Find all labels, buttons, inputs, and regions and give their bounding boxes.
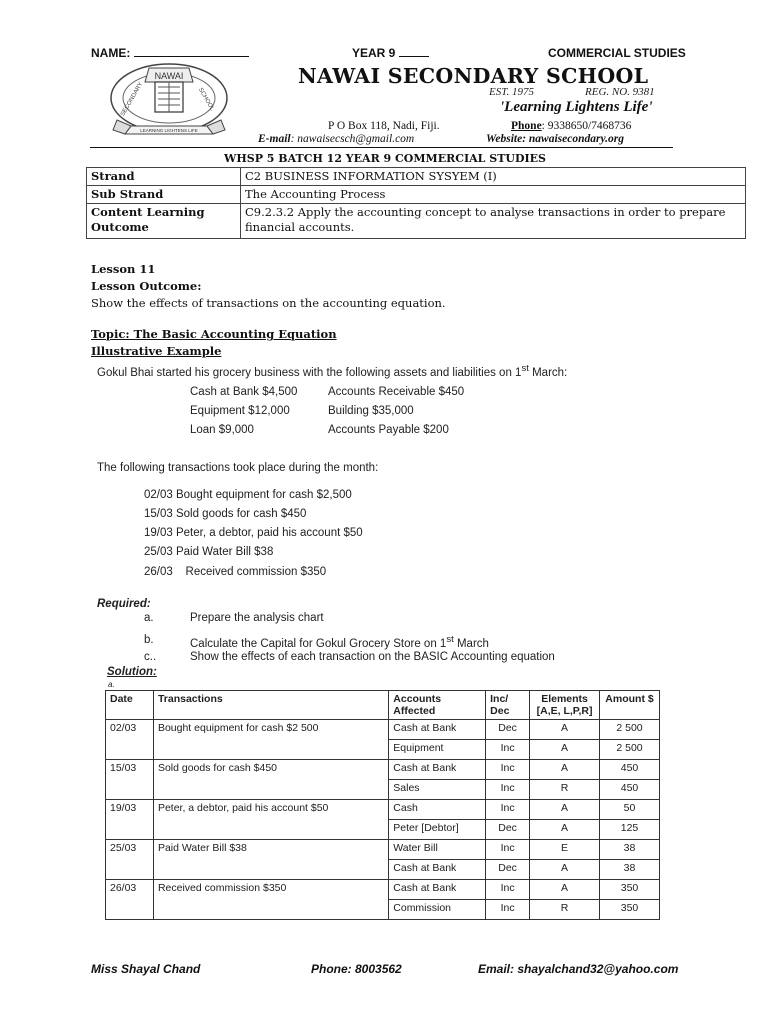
header-divider — [90, 147, 673, 148]
required-label: Required: — [97, 598, 151, 610]
inc-dec-cell: Inc — [486, 900, 530, 920]
transaction-cell: Received commission $350 — [153, 880, 388, 900]
email-address: : nawaisecsch@gmail.com — [290, 133, 415, 145]
element-cell: A — [530, 720, 600, 740]
lesson-number: Lesson 11 — [91, 262, 156, 276]
year-field — [352, 46, 429, 60]
amount-cell: 350 — [600, 880, 660, 900]
table-row — [106, 880, 660, 900]
account-affected-cell: Cash at Bank — [389, 720, 486, 740]
school-name: NAWAI SECONDARY SCHOOL — [298, 64, 649, 88]
date-cell: 02/03 — [106, 720, 154, 740]
table-header-row — [106, 691, 660, 720]
inc-dec-cell: Inc — [486, 800, 530, 820]
required-item: Prepare the analysis chart — [190, 612, 324, 624]
account-affected-cell: Cash at Bank — [389, 760, 486, 780]
transaction-cell: Paid Water Bill $38 — [153, 840, 388, 860]
table-row — [106, 820, 660, 840]
svg-text:NAWAI: NAWAI — [154, 71, 184, 81]
lesson-outcome-label: Lesson Outcome: — [91, 279, 202, 293]
inc-dec-cell: Dec — [486, 860, 530, 880]
date-cell — [106, 860, 154, 880]
date-cell: 25/03 — [106, 840, 154, 860]
element-cell: A — [530, 820, 600, 840]
year-label: YEAR 9 — [352, 46, 396, 60]
registration-number: REG. NO. 9381 — [585, 86, 655, 98]
element-cell: E — [530, 840, 600, 860]
transaction-cell — [153, 780, 388, 800]
strand-key: Strand — [87, 168, 241, 186]
website-url: nawaisecondary.org — [528, 133, 625, 145]
table-row — [106, 860, 660, 880]
column-header-elements: Elements [A,E, L,P,R] — [530, 691, 600, 720]
element-cell: A — [530, 880, 600, 900]
account-affected-cell: Cash at Bank — [389, 860, 486, 880]
svg-text:SECONDARY: SECONDARY — [120, 81, 145, 118]
balance-item: Equipment $12,000 — [190, 405, 290, 417]
transaction-item: 02/03 Bought equipment for cash $2,500 — [144, 489, 352, 501]
date-cell: 19/03 — [106, 800, 154, 820]
account-affected-cell: Peter [Debtor] — [389, 820, 486, 840]
column-header-date: Date — [106, 691, 154, 720]
curriculum-info-table — [86, 167, 746, 239]
svg-text:SCHOOL: SCHOOL — [196, 87, 215, 112]
year-blank — [399, 46, 429, 57]
date-cell: 15/03 — [106, 760, 154, 780]
date-cell — [106, 780, 154, 800]
solution-sub-label: a. — [108, 680, 115, 689]
example-intro-end: March: — [528, 366, 568, 379]
inc-dec-cell: Inc — [486, 740, 530, 760]
required-item-text: Calculate the Capital for Gokul Grocery Store on 1 — [190, 637, 447, 650]
school-motto: 'Learning Lightens Life' — [500, 99, 653, 115]
inc-dec-cell: Inc — [486, 780, 530, 800]
name-label: NAME: — [91, 46, 131, 60]
subject-label: COMMERCIAL STUDIES — [548, 46, 686, 60]
required-letter: a. — [144, 612, 154, 624]
element-cell: R — [530, 780, 600, 800]
phone-number: : 9338650/7468736 — [541, 120, 632, 132]
document-title: WHSP 5 BATCH 12 YEAR 9 COMMERCIAL STUDIES — [224, 152, 546, 165]
sub-strand-value: The Accounting Process — [241, 186, 746, 204]
table-row — [106, 800, 660, 820]
amount-cell: 450 — [600, 760, 660, 780]
inc-dec-cell: Inc — [486, 760, 530, 780]
amount-cell: 38 — [600, 840, 660, 860]
inc-dec-cell: Dec — [486, 820, 530, 840]
example-intro-text: Gokul Bhai started his grocery business with the following assets and liabilities on 1 — [97, 366, 522, 379]
account-affected-cell: Cash at Bank — [389, 880, 486, 900]
table-row — [87, 186, 746, 204]
svg-text:LEARNING LIGHTENS LIFE: LEARNING LIGHTENS LIFE — [140, 128, 198, 133]
amount-cell: 450 — [600, 780, 660, 800]
table-row — [106, 740, 660, 760]
analysis-chart-table — [105, 690, 660, 920]
required-item — [190, 634, 489, 650]
transaction-item: 15/03 Sold goods for cash $450 — [144, 508, 307, 520]
amount-cell: 2 500 — [600, 740, 660, 760]
table-row — [106, 760, 660, 780]
table-row — [106, 720, 660, 740]
amount-cell: 2 500 — [600, 720, 660, 740]
table-row — [106, 900, 660, 920]
established-year: EST. 1975 — [489, 86, 535, 98]
column-header-accounts-affected: Accounts Affected — [389, 691, 486, 720]
account-affected-cell: Sales — [389, 780, 486, 800]
topic-heading: Topic: The Basic Accounting Equation — [91, 327, 337, 341]
inc-dec-cell: Dec — [486, 720, 530, 740]
element-cell: R — [530, 900, 600, 920]
transaction-cell: Peter, a debtor, paid his account $50 — [153, 800, 388, 820]
transaction-cell — [153, 820, 388, 840]
name-field — [91, 46, 249, 60]
website-label: Website: — [486, 133, 527, 145]
footer-email: Email: shayalchand32@yahoo.com — [478, 962, 679, 976]
table-row — [87, 204, 746, 239]
balance-item: Cash at Bank $4,500 — [190, 386, 298, 398]
date-cell — [106, 740, 154, 760]
email-line — [258, 133, 414, 145]
account-affected-cell: Water Bill — [389, 840, 486, 860]
superscript: st — [446, 634, 454, 645]
transaction-cell — [153, 860, 388, 880]
solution-label: Solution: — [107, 666, 157, 678]
balance-item: Accounts Payable $200 — [328, 424, 449, 436]
content-learning-outcome-key: Content Learning Outcome — [87, 204, 241, 239]
amount-cell: 125 — [600, 820, 660, 840]
required-letter: c.. — [144, 651, 157, 663]
balance-item: Accounts Receivable $450 — [328, 386, 465, 398]
date-cell — [106, 820, 154, 840]
transaction-item: 25/03 Paid Water Bill $38 — [144, 546, 274, 558]
date-cell: 26/03 — [106, 880, 154, 900]
element-cell: A — [530, 800, 600, 820]
column-header-inc-dec: Inc/ Dec — [486, 691, 530, 720]
column-header-transactions: Transactions — [153, 691, 388, 720]
po-box: P O Box 118, Nadi, Fiji. — [328, 120, 440, 132]
transaction-cell — [153, 900, 388, 920]
sub-strand-key: Sub Strand — [87, 186, 241, 204]
transaction-item: 19/03 Peter, a debtor, paid his account $50 — [144, 527, 363, 539]
element-cell: A — [530, 860, 600, 880]
content-learning-outcome-value: C9.2.3.2 Apply the accounting concept to analyse transactions in order to prepare financial accounts. — [241, 204, 746, 239]
amount-cell: 38 — [600, 860, 660, 880]
transaction-cell: Sold goods for cash $450 — [153, 760, 388, 780]
name-blank — [134, 46, 249, 57]
strand-value: C2 BUSINESS INFORMATION SYSYEM (I) — [241, 168, 746, 186]
transactions-intro: The following transactions took place during the month: — [97, 462, 379, 474]
illustrative-example-heading: Illustrative Example — [91, 344, 222, 358]
inc-dec-cell: Inc — [486, 880, 530, 900]
analysis-chart-body — [106, 720, 660, 920]
table-row — [87, 168, 746, 186]
website-line — [486, 133, 624, 145]
balance-item: Loan $9,000 — [190, 424, 254, 436]
element-cell: A — [530, 740, 600, 760]
required-item-end: March — [453, 637, 489, 650]
date-cell — [106, 900, 154, 920]
superscript: st — [521, 363, 529, 374]
school-crest-logo — [103, 60, 235, 142]
transaction-cell: Bought equipment for cash $2 500 — [153, 720, 388, 740]
required-item: Show the effects of each transaction on the BASIC Accounting equation — [190, 651, 555, 663]
email-label: E-mail — [258, 133, 291, 145]
phone-label: Phone — [511, 120, 542, 132]
example-intro — [97, 363, 567, 379]
balance-item: Building $35,000 — [328, 405, 414, 417]
inc-dec-cell: Inc — [486, 840, 530, 860]
element-cell: A — [530, 760, 600, 780]
amount-cell: 350 — [600, 900, 660, 920]
transaction-cell — [153, 740, 388, 760]
amount-cell: 50 — [600, 800, 660, 820]
account-affected-cell: Commission — [389, 900, 486, 920]
lesson-outcome-text: Show the effects of transactions on the accounting equation. — [91, 296, 446, 310]
column-header-amount: Amount $ — [600, 691, 660, 720]
phone-line — [511, 120, 631, 132]
footer-teacher: Miss Shayal Chand — [91, 962, 201, 976]
table-row — [106, 840, 660, 860]
account-affected-cell: Cash — [389, 800, 486, 820]
required-letter: b. — [144, 634, 154, 646]
table-row — [106, 780, 660, 800]
footer-phone: Phone: 8003562 — [311, 962, 402, 976]
transaction-item: 26/03 Received commission $350 — [144, 566, 327, 578]
account-affected-cell: Equipment — [389, 740, 486, 760]
